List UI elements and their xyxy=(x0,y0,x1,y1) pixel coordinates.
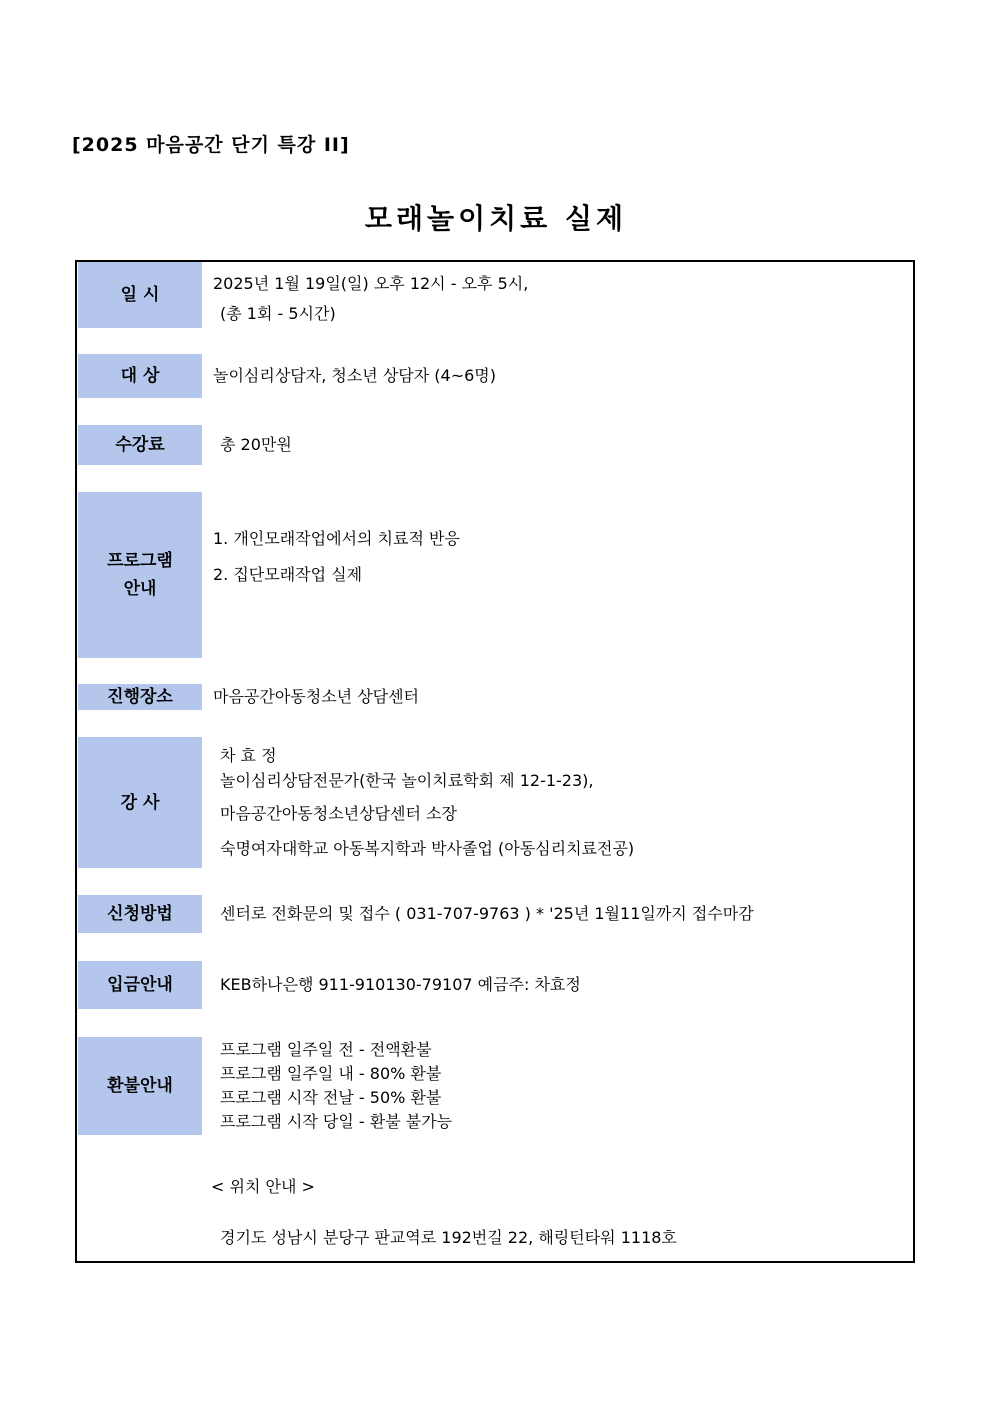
refund-line-3: 프로그램 시작 전날 - 50% 환불 xyxy=(220,1088,442,1107)
fee-text: 총 20만원 xyxy=(220,435,292,454)
date-line-2: (총 1회 - 5시간) xyxy=(220,304,336,323)
label-venue: 진행장소 xyxy=(78,684,202,710)
label-program: 프로그램 안내 xyxy=(78,492,202,658)
location-heading: < 위치 안내 > xyxy=(211,1177,315,1196)
payment-text: KEB하나은행 911-910130-79107 예금주: 차효정 xyxy=(220,975,581,994)
page-title: 모래놀이치료 실제 xyxy=(364,202,628,235)
refund-line-4: 프로그램 시작 당일 - 환불 불가능 xyxy=(220,1112,453,1131)
label-refund: 환불안내 xyxy=(78,1037,202,1135)
label-date: 일 시 xyxy=(78,262,202,328)
refund-line-2: 프로그램 일주일 내 - 80% 환불 xyxy=(220,1064,442,1083)
instructor-name: 차 효 정 xyxy=(220,746,277,765)
label-fee: 수강료 xyxy=(78,425,202,465)
label-target: 대 상 xyxy=(78,354,202,398)
venue-text: 마음공간아동청소년 상담센터 xyxy=(213,687,420,706)
instructor-credential-2: 마음공간아동청소년상담센터 소장 xyxy=(220,804,457,823)
course-series-header: [2025 마음공간 단기 특강 II] xyxy=(72,134,350,156)
program-item-2: 2. 집단모래작업 실제 xyxy=(213,565,363,584)
refund-line-1: 프로그램 일주일 전 - 전액환불 xyxy=(220,1040,432,1059)
label-apply: 신청방법 xyxy=(78,895,202,933)
label-payment: 입금안내 xyxy=(78,961,202,1009)
instructor-credential-1: 놀이심리상담전문가(한국 놀이치료학회 제 12-1-23), xyxy=(220,771,594,790)
label-instructor: 강 사 xyxy=(78,737,202,868)
apply-text: 센터로 전화문의 및 접수 ( 031-707-9763 ) * '25년 1월11일까지 접수마감 xyxy=(220,904,754,923)
date-line-1: 2025년 1월 19일(일) 오후 12시 - 오후 5시, xyxy=(213,274,529,293)
instructor-credential-3: 숙명여자대학교 아동복지학과 박사졸업 (아동심리치료전공) xyxy=(220,839,635,858)
target-text: 놀이심리상담자, 청소년 상담자 (4~6명) xyxy=(213,366,496,385)
location-address: 경기도 성남시 분당구 판교역로 192번길 22, 해링턴타워 1118호 xyxy=(220,1228,677,1247)
program-item-1: 1. 개인모래작업에서의 치료적 반응 xyxy=(213,529,460,548)
